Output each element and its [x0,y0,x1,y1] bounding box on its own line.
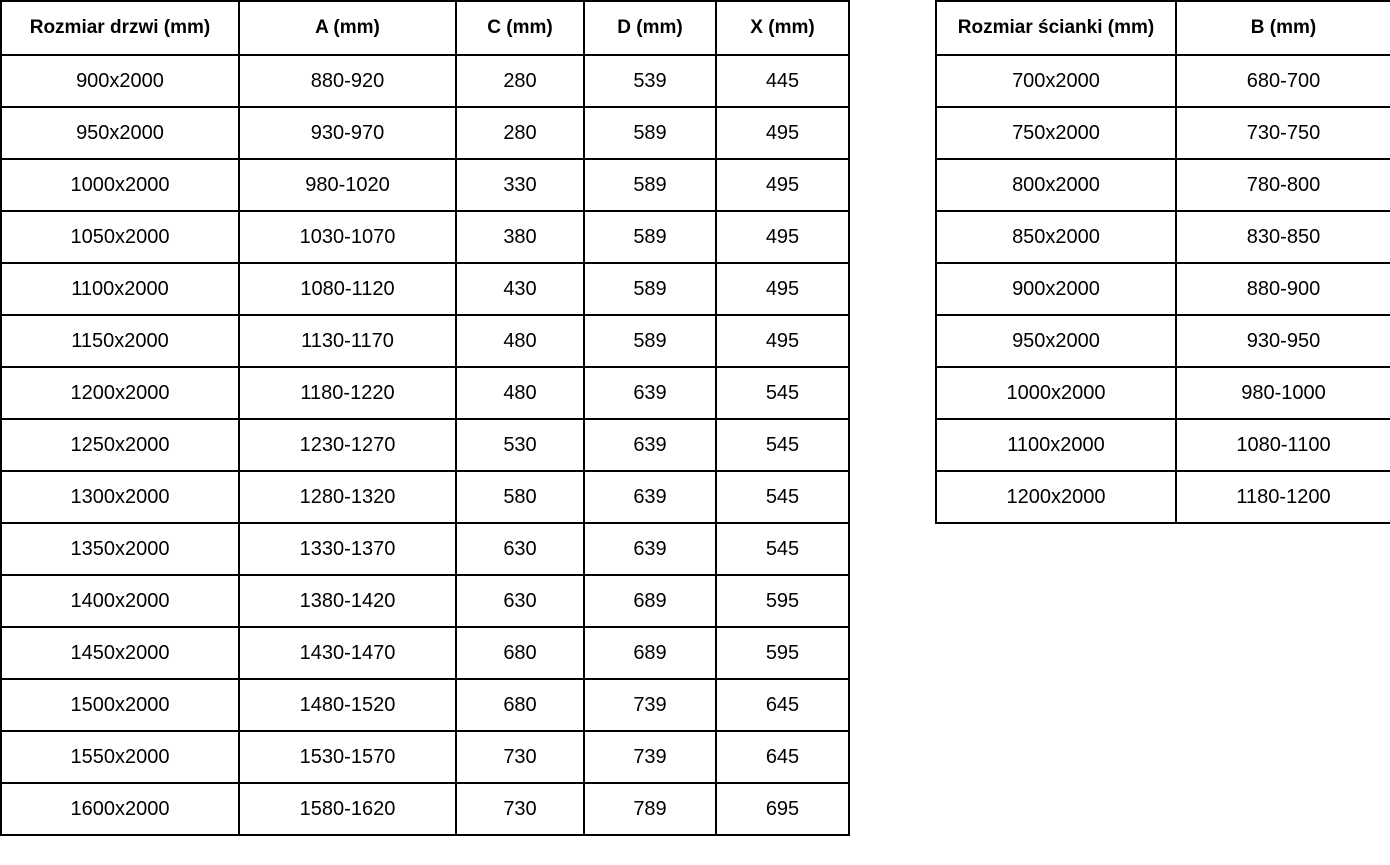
table-cell: 589 [584,211,716,263]
table-cell: 445 [716,55,849,107]
table-cell: 1080-1100 [1176,419,1390,471]
table-cell: 739 [584,679,716,731]
table-cell: 630 [456,575,584,627]
table-cell: 1080-1120 [239,263,456,315]
table-cell: 1200x2000 [1,367,239,419]
table-cell: 1300x2000 [1,471,239,523]
table-cell: 495 [716,107,849,159]
table-cell: 1100x2000 [936,419,1176,471]
table-row [936,367,1390,419]
table-cell: 739 [584,731,716,783]
table-cell: 589 [584,159,716,211]
column-header: Rozmiar drzwi (mm) [1,1,239,55]
table-cell: 630 [456,523,584,575]
table-cell: 589 [584,263,716,315]
table-cell: 930-970 [239,107,456,159]
table-cell: 645 [716,731,849,783]
table-cell: 730-750 [1176,107,1390,159]
table-row [1,211,849,263]
table-cell: 789 [584,783,716,835]
table-cell: 950x2000 [1,107,239,159]
table-cell: 980-1020 [239,159,456,211]
table-cell: 900x2000 [1,55,239,107]
table-cell: 700x2000 [936,55,1176,107]
table-cell: 830-850 [1176,211,1390,263]
table-cell: 800x2000 [936,159,1176,211]
table-cell: 545 [716,419,849,471]
table-row [1,367,849,419]
table-cell: 1180-1220 [239,367,456,419]
header-row [1,1,849,55]
table-cell: 750x2000 [936,107,1176,159]
table-cell: 689 [584,627,716,679]
table-cell: 1430-1470 [239,627,456,679]
table-cell: 900x2000 [936,263,1176,315]
door-table-header [1,1,849,55]
table-cell: 880-900 [1176,263,1390,315]
table-cell: 1280-1320 [239,471,456,523]
table-cell: 1180-1200 [1176,471,1390,523]
table-cell: 280 [456,55,584,107]
table-row [936,263,1390,315]
table-cell: 480 [456,367,584,419]
table-row [1,263,849,315]
table-cell: 530 [456,419,584,471]
table-cell: 589 [584,107,716,159]
table-row [936,211,1390,263]
column-header: D (mm) [584,1,716,55]
table-cell: 280 [456,107,584,159]
table-cell: 1580-1620 [239,783,456,835]
table-row [1,575,849,627]
table-cell: 639 [584,471,716,523]
table-cell: 495 [716,263,849,315]
table-row [936,419,1390,471]
table-cell: 1250x2000 [1,419,239,471]
table-cell: 1230-1270 [239,419,456,471]
table-cell: 545 [716,471,849,523]
table-cell: 539 [584,55,716,107]
table-cell: 545 [716,523,849,575]
header-row [936,1,1390,55]
table-row [1,471,849,523]
table-cell: 1330-1370 [239,523,456,575]
table-row [1,315,849,367]
table-cell: 680 [456,627,584,679]
table-cell: 645 [716,679,849,731]
table-cell: 1480-1520 [239,679,456,731]
table-cell: 580 [456,471,584,523]
table-cell: 850x2000 [936,211,1176,263]
table-row [936,107,1390,159]
table-cell: 1150x2000 [1,315,239,367]
table-row [1,731,849,783]
table-cell: 1530-1570 [239,731,456,783]
table-cell: 595 [716,627,849,679]
table-row [1,419,849,471]
table-row [936,471,1390,523]
table-cell: 1450x2000 [1,627,239,679]
table-cell: 1100x2000 [1,263,239,315]
table-cell: 495 [716,315,849,367]
table-row [936,159,1390,211]
wall-panel-size-table [935,0,1390,524]
column-header: C (mm) [456,1,584,55]
table-cell: 1200x2000 [936,471,1176,523]
table-row [1,679,849,731]
table-cell: 589 [584,315,716,367]
table-cell: 1050x2000 [1,211,239,263]
table-cell: 880-920 [239,55,456,107]
table-cell: 1000x2000 [936,367,1176,419]
table-cell: 1350x2000 [1,523,239,575]
table-cell: 380 [456,211,584,263]
table-cell: 950x2000 [936,315,1176,367]
table-row [1,523,849,575]
table-cell: 680-700 [1176,55,1390,107]
table-cell: 430 [456,263,584,315]
column-header: Rozmiar ścianki (mm) [936,1,1176,55]
table-cell: 545 [716,367,849,419]
wall-table-header [936,1,1390,55]
table-row [1,159,849,211]
table-cell: 1000x2000 [1,159,239,211]
table-cell: 930-950 [1176,315,1390,367]
table-row [1,107,849,159]
table-cell: 1130-1170 [239,315,456,367]
table-cell: 1500x2000 [1,679,239,731]
table-row [936,315,1390,367]
table-cell: 1400x2000 [1,575,239,627]
table-row [1,783,849,835]
door-table-body [1,55,849,835]
column-header: A (mm) [239,1,456,55]
table-cell: 730 [456,731,584,783]
table-row [1,627,849,679]
table-cell: 695 [716,783,849,835]
table-cell: 780-800 [1176,159,1390,211]
wall-table-body [936,55,1390,523]
column-header: X (mm) [716,1,849,55]
table-cell: 480 [456,315,584,367]
table-cell: 730 [456,783,584,835]
table-cell: 639 [584,523,716,575]
table-cell: 1550x2000 [1,731,239,783]
table-cell: 639 [584,367,716,419]
table-cell: 1030-1070 [239,211,456,263]
table-cell: 980-1000 [1176,367,1390,419]
table-cell: 330 [456,159,584,211]
table-cell: 595 [716,575,849,627]
table-cell: 1380-1420 [239,575,456,627]
table-row [936,55,1390,107]
table-cell: 495 [716,211,849,263]
table-cell: 680 [456,679,584,731]
table-cell: 689 [584,575,716,627]
table-cell: 1600x2000 [1,783,239,835]
column-header: B (mm) [1176,1,1390,55]
table-row [1,55,849,107]
table-cell: 639 [584,419,716,471]
table-cell: 495 [716,159,849,211]
